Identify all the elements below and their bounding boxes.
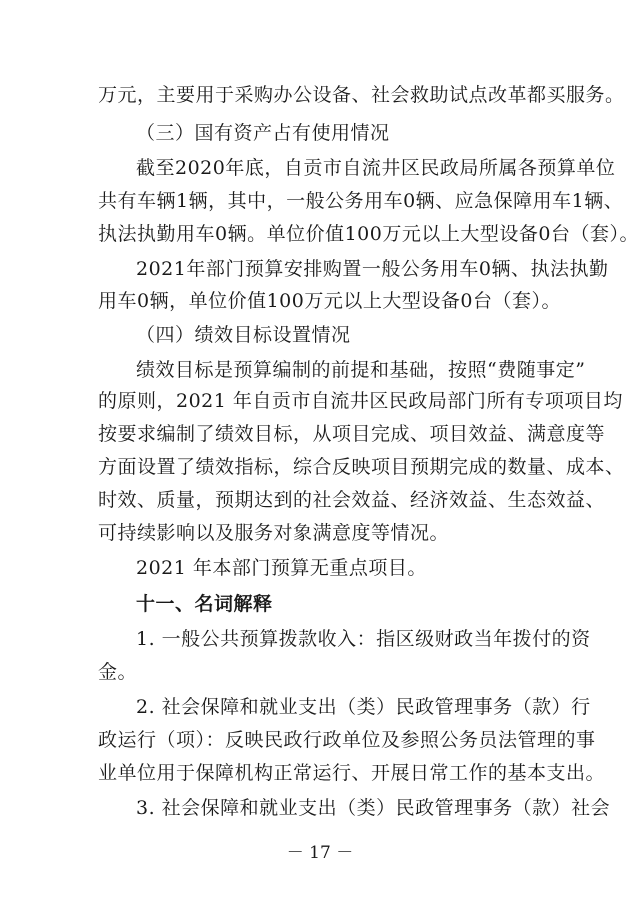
paragraph-line: 2021 年本部门预算无重点项目。 <box>136 557 427 579</box>
paragraph-line: 执法执勤用车0辆。单位价值100万元以上大型设备0台（套）。 <box>98 223 639 245</box>
paragraph-line: 金。 <box>98 661 138 683</box>
page-number: － 17 － <box>286 843 354 863</box>
paragraph-line: 按要求编制了绩效目标，从项目完成、项目效益、满意度等 <box>98 423 606 445</box>
paragraph-line: 1. 一般公共预算拨款收入：指区级财政当年拨付的资 <box>136 628 591 650</box>
paragraph-line: 时效、质量，预期达到的社会效益、经济效益、生态效益、 <box>98 489 606 511</box>
paragraph-line: 万元，主要用于采购办公设备、社会救助试点改革都买服务。 <box>98 84 625 106</box>
paragraph-line: 可持续影响以及服务对象满意度等情况。 <box>98 522 450 544</box>
paragraph-line: 业单位用于保障机构正常运行、开展日常工作的基本支出。 <box>98 762 606 784</box>
section-heading-3: （三）国有资产占有使用情况 <box>136 122 390 144</box>
paragraph-line: 用车0辆，单位价值100万元以上大型设备0台（套）。 <box>98 290 561 312</box>
paragraph-line: 的原则，2021 年自贡市自流井区民政局部门所有专项项目均 <box>98 390 623 412</box>
paragraph-line: 政运行（项）：反映民政行政单位及参照公务员法管理的事 <box>98 729 596 751</box>
paragraph-line: 共有车辆1辆，其中，一般公务用车0辆、应急保障用车1辆、 <box>98 190 624 212</box>
paragraph-line: 方面设置了绩效指标，综合反映项目预期完成的数量、成本、 <box>98 456 625 478</box>
section-heading-4: （四）绩效目标设置情况 <box>136 324 351 346</box>
paragraph-line: 2. 社会保障和就业支出（类）民政管理事务（款）行 <box>136 696 591 718</box>
paragraph-line: 3. 社会保障和就业支出（类）民政管理事务（款）社会 <box>136 797 611 819</box>
section-heading-11: 十一、名词解释 <box>136 593 273 615</box>
paragraph-line: 2021年部门预算安排购置一般公务用车0辆、执法执勤 <box>136 258 609 280</box>
paragraph-line: 绩效目标是预算编制的前提和基础，按照“费随事定” <box>136 359 586 381</box>
paragraph-line: 截至2020年底，自贡市自流井区民政局所属各预算单位 <box>136 157 616 179</box>
